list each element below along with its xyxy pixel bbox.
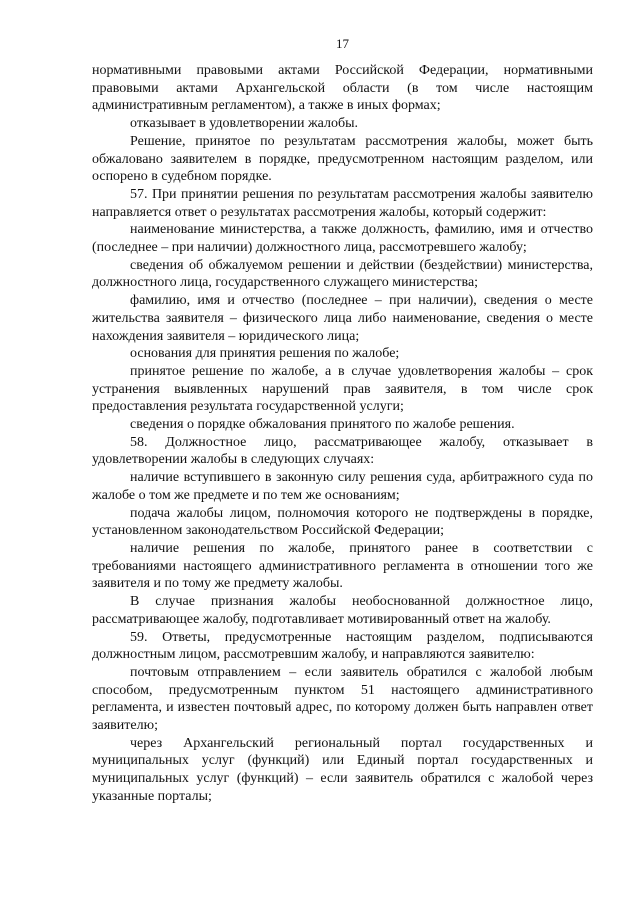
paragraph: 57. При принятии решения по результатам рассмотрения жалобы заявителю направляется ответ о результатах рассмотрения жалобы, который содержит: bbox=[92, 186, 593, 220]
paragraph: Решение, принятое по результатам рассмотрения жалобы, может быть обжаловано заявителем в порядке, предусмотренном настоящим разделом, или оспорено в судебном порядке. bbox=[92, 133, 593, 185]
paragraph: подача жалобы лицом, полномочия которого не подтверждены в порядке, установленном законодательством Российской Федерации; bbox=[92, 505, 593, 539]
paragraph: В случае признания жалобы необоснованной должностное лицо, рассматривающее жалобу, подготавливает мотивированный ответ на жалобу. bbox=[92, 594, 593, 627]
paragraph: наименование министерства, а также должность, фамилию, имя и отчество (последнее – при наличии) должностного лица, рассмотревшего жалобу; bbox=[92, 222, 593, 256]
paragraph: через Архангельский региональный портал государственных и муниципальных услуг (функций) или Единый портал государственных и муниципальных услуг (функций) – если заявитель обратился с жалобой через указанные порталы; bbox=[92, 735, 593, 804]
document-body bbox=[92, 62, 593, 806]
paragraph: 58. Должностное лицо, рассматривающее жалобу, отказывает в удовлетворении жалобы в следующих случаях: bbox=[92, 434, 593, 468]
paragraph: наличие решения по жалобе, принятого ранее в соответствии с требованиями настоящего административного регламента в отношении того же заявителя и по тому же предмету жалобы. bbox=[92, 540, 593, 592]
paragraph: фамилию, имя и отчество (последнее – при наличии), сведения о месте жительства заявителя – физического лица либо наименование, сведения о месте нахождения заявителя – юридического лица; bbox=[92, 293, 593, 344]
paragraph: наличие вступившего в законную силу решения суда, арбитражного суда по жалобе о том же предмете и по тем же основаниям; bbox=[92, 470, 593, 503]
paragraph: почтовым отправлением – если заявитель обратился с жалобой любым способом, предусмотренным пунктом 51 настоящего административного регламента, и известен почтовый адрес, по которому должен быть направлен ответ заявителю; bbox=[92, 664, 593, 734]
paragraph: сведения о порядке обжалования принятого по жалобе решения. bbox=[130, 417, 515, 433]
paragraph: принятое решение по жалобе, а в случае удовлетворения жалобы – срок устранения выявленных нарушений прав заявителя, в том числе срок предоставления результата государственной услуги; bbox=[92, 363, 593, 415]
paragraph: 59. Ответы, предусмотренные настоящим разделом, подписываются должностным лицом, рассмотревшим жалобу, и направляются заявителю: bbox=[92, 629, 593, 663]
page-number: 17 bbox=[336, 36, 349, 51]
paragraph: отказывает в удовлетворении жалобы. bbox=[130, 116, 358, 132]
paragraph: нормативными правовыми актами Российской Федерации, нормативными правовыми актами Архангельской области (в том числе настоящим административным регламентом), а также в иных формах; bbox=[92, 63, 593, 114]
paragraph: основания для принятия решения по жалобе; bbox=[130, 346, 400, 362]
paragraph: сведения об обжалуемом решении и действии (бездействии) министерства, должностного лица, государственного служащего министерства; bbox=[92, 257, 593, 291]
